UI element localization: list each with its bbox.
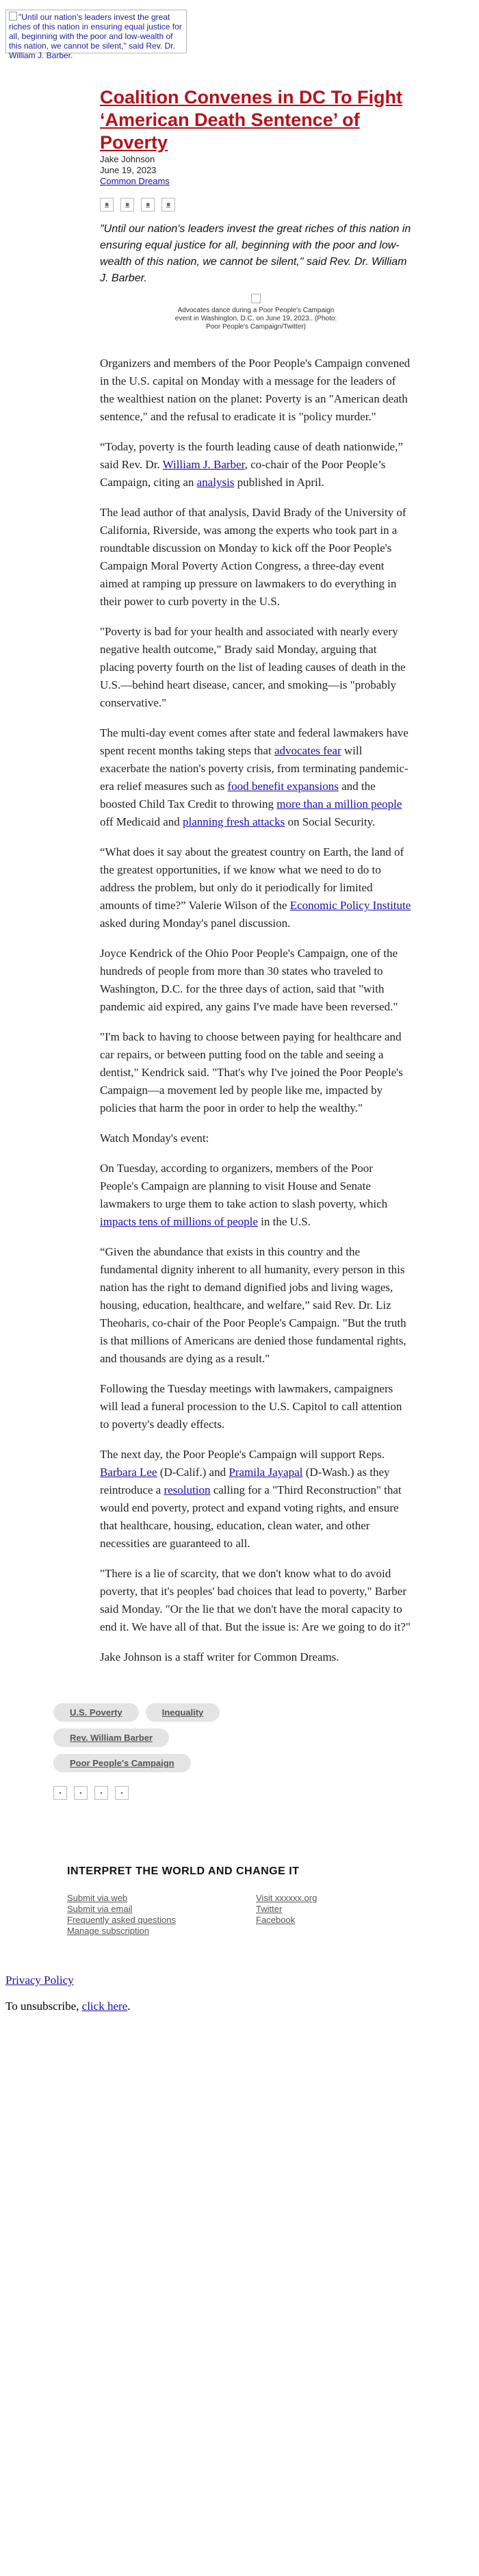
paragraph: The lead author of that analysis, David Brady of the University of California, Riverside, was among the experts who took part in a roundtable discussion on Monday to kick off the Poor People's Campaign Moral Poverty Action Congress, a three-day event aimed at ramping up pressure on lawmakers to do everything in their power to curb poverty in the U.S. (100, 506, 406, 608)
print-share-icon[interactable]: ▪ (161, 198, 175, 212)
footer-left-links (67, 1893, 256, 1937)
footer-heading: INTERPRET THE WORLD AND CHANGE IT (67, 1865, 300, 1877)
unsubscribe-line: To unsubscribe, click here. (5, 2000, 131, 2013)
share-bar-bottom (53, 1786, 445, 1800)
submit-via-email-link[interactable]: Submit via email (67, 1904, 133, 1914)
link-william-barber[interactable]: William J. Barber (162, 458, 245, 471)
twitter-share-icon[interactable]: ▪ (120, 198, 134, 212)
author: Jake Johnson (100, 154, 155, 164)
paragraph: “Today, poverty is the fourth leading cause of death nationwide,” said Rev. Dr. William J. Barber, co-chair of the Poor People’s Campaign, citing an analysis published in April. (100, 440, 403, 489)
article-figure (100, 294, 412, 331)
link-resolution[interactable]: resolution (164, 1483, 211, 1496)
paragraph: “Given the abundance that exists in this country and the fundamental dignity inherent to all humanity, every person in this nation has the right to demand dignified jobs and living wages, housing, education, healthcare, and welfare,” said Rev. Dr. Liz Theoharis, co-chair of the Poor People's Campaign. "But the truth is that millions of Americans are denied those fundamental rights, and thousands are dying as a result." (100, 1245, 406, 1365)
article-image (251, 294, 261, 303)
preheader-text: "Until our nation's leaders invest the great riches of this nation in ensuring equal justice for all, beginning with the poor and low-wealth of this nation, we cannot be silent," said Rev. Dr. William J. Barber. (9, 12, 182, 60)
preheader-image-alt[interactable] (5, 10, 187, 60)
paragraph: "Poverty is bad for your health and associated with nearly every negative health outcome," Brady said Monday, arguing that placing poverty fourth on the list of leading causes of death in the U.S.—behind heart disease, cancer, and smoking—is "probably conservative." (100, 625, 406, 709)
facebook-link[interactable]: Facebook (256, 1915, 296, 1925)
pull-quote: "Until our nation's leaders invest the great riches of this nation in ensuring equal justice for all, beginning with the poor and low-wealth of this nation, we cannot be silent," said Rev. Dr. William J. Barber. (100, 223, 411, 284)
broken-image-icon (9, 12, 17, 21)
paragraph: “What does it say about the greatest country on Earth, the land of the greatest opportunities, if we know what we need to do to address the problem, but only do it periodically for limited amounts of time?” Valerie Wilson of the Economic Policy Institute asked during Monday's panel discussion. (100, 845, 411, 930)
link-tens-of-millions[interactable]: impacts tens of millions of people (100, 1215, 258, 1228)
date: June 19, 2023 (100, 165, 157, 175)
paragraph: Joyce Kendrick of the Ohio Poor People's Campaign, one of the hundreds of people from more than 30 states who traveled to Washington, D.C. for the three days of action, said that "with pandemic aid expired, any gains I've made have been reversed." (100, 947, 398, 1013)
manage-subscription-link[interactable]: Manage subscription (67, 1926, 149, 1936)
paragraph: The multi-day event comes after state and federal lawmakers have spent recent months taking steps that advocates fear will exacerbate the nation's poverty crisis, from terminating pandemic-era relief measures such as food benefit expansions and the boosted Child Tax Credit to throwing more than a million people off Medicaid and planning fresh attacks on Social Security. (100, 726, 409, 828)
paragraph: "There is a lie of scarcity, that we don't know what to do avoid poverty, that it's peoples' bad choices that lead to poverty," Barber said Monday. "Or the lie that we don't have the moral capacity to end it. We have all of that. But the issue is: Are we going to do it?" (100, 1567, 411, 1633)
twitter-link[interactable]: Twitter (256, 1904, 283, 1914)
legal-footer (0, 1957, 479, 2052)
byline (100, 154, 412, 187)
footer-right-links (256, 1893, 445, 1937)
tag-inequality[interactable]: Inequality (146, 1703, 220, 1722)
link-advocates-fear[interactable]: advocates fear (274, 744, 341, 757)
link-pramila-jayapal[interactable]: Pramila Jayapal (229, 1466, 303, 1479)
paragraph: The next day, the Poor People's Campaign will support Reps. Barbara Lee (D-Calif.) and Pramila Jayapal (D-Wash.) as they reintroduce a resolution calling for a "Third Reconstruction" that would end poverty, protect and expand voting rights, and ensure that healthcare, housing, education, clean water, and other necessities are guaranteed to all. (100, 1448, 402, 1550)
paragraph: Watch Monday's event: (100, 1132, 209, 1145)
paragraph: Organizers and members of the Poor People's Campaign convened in the U.S. capital on Monday with a message for the leaders of the wealthiest nation on the planet: Poverty is an "American death sentence," and the refusal to eradicate it is "policy murder." (100, 357, 411, 423)
paragraph: Jake Johnson is a staff writer for Common Dreams. (100, 1650, 339, 1663)
tag-list (53, 1703, 445, 1779)
link-planning-fresh-attacks[interactable]: planning fresh attacks (183, 815, 285, 828)
paragraph: Following the Tuesday meetings with lawmakers, campaigners will lead a funeral procession to the U.S. Capitol to call attention to poverty's deadly effects. (100, 1382, 402, 1431)
article-card (34, 67, 445, 1812)
twitter-share-icon[interactable]: ▪ (74, 1786, 88, 1800)
share-bar-top (100, 198, 412, 212)
link-food-benefit-expansions[interactable]: food benefit expansions (227, 780, 339, 793)
email-share-icon[interactable]: ▪ (94, 1786, 108, 1800)
newsletter-footer (34, 1826, 445, 1957)
image-caption: Advocates dance during a Poor People's Campaign event in Washington, D.C. on June 19, 2023.. (Photo: Poor People's Campaign/Twitter) (174, 307, 337, 331)
facebook-share-icon[interactable]: ▪ (53, 1786, 67, 1800)
source-link[interactable]: Common Dreams (100, 176, 170, 186)
facebook-share-icon[interactable]: ▪ (100, 198, 114, 212)
submit-via-web-link[interactable]: Submit via web (67, 1893, 128, 1903)
tag-poor-peoples-campaign[interactable]: Poor People's Campaign (53, 1754, 191, 1772)
faq-link[interactable]: Frequently asked questions (67, 1915, 176, 1925)
print-share-icon[interactable]: ▪ (115, 1786, 129, 1800)
tag-us-poverty[interactable]: U.S. Poverty (53, 1703, 139, 1722)
link-barbara-lee[interactable]: Barbara Lee (100, 1466, 157, 1479)
article-headline[interactable]: Coalition Convenes in DC To Fight ‘American Death Sentence’ of Poverty (100, 87, 402, 153)
email-share-icon[interactable]: ▪ (141, 198, 155, 212)
paragraph: "I'm back to having to choose between paying for healthcare and car repairs, or between putting food on the table and seeing a dentist," Kendrick said. "That's why I've joined the Poor People's Campaign—a movement led by people like me, impacted by policies that harm the poor in order to help the wealthy." (100, 1030, 403, 1114)
tag-rev-william-barber[interactable]: Rev. William Barber (53, 1729, 169, 1747)
link-analysis[interactable]: analysis (196, 476, 235, 489)
unsubscribe-link[interactable]: click here (81, 2000, 128, 2013)
paragraph: On Tuesday, according to organizers, members of the Poor People's Campaign are planning to visit House and Senate lawmakers to urge them to take action to slash poverty, which impacts tens of millions of people in the U.S. (100, 1162, 388, 1228)
link-million-people[interactable]: more than a million people (276, 798, 402, 811)
link-economic-policy-institute[interactable]: Economic Policy Institute (289, 899, 411, 912)
article-body (100, 355, 412, 1666)
privacy-policy-link[interactable]: Privacy Policy (5, 1974, 74, 1987)
visit-site-link[interactable]: Visit xxxxxx.org (256, 1893, 318, 1903)
